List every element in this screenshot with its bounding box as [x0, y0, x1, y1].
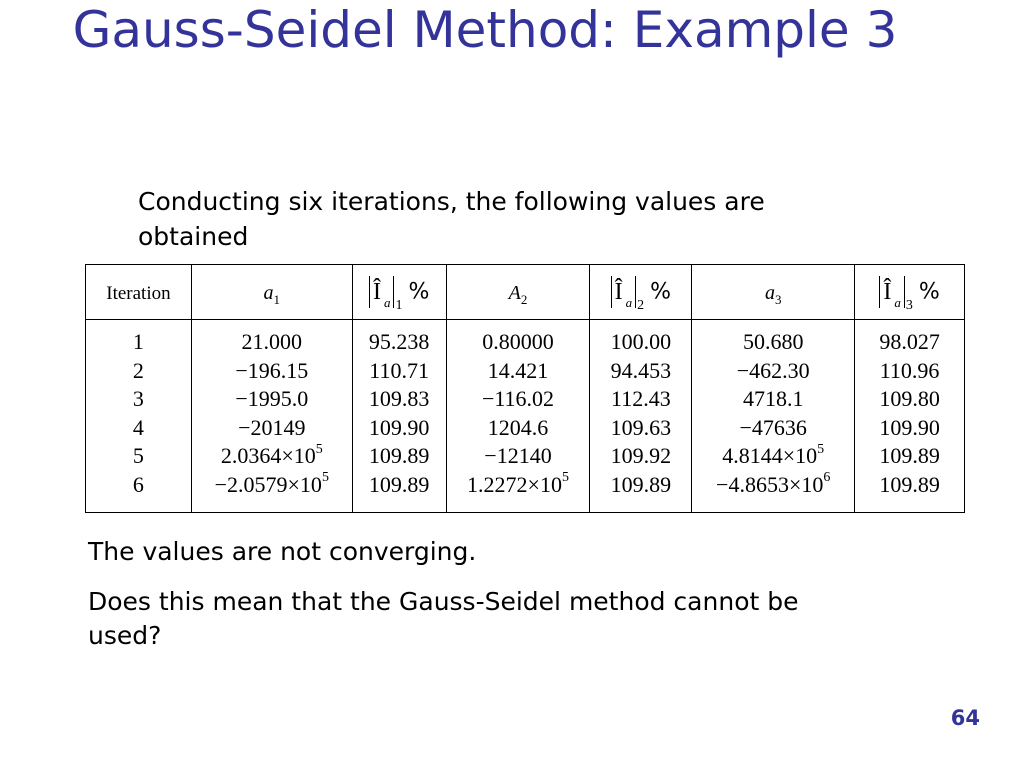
header-err1	[352, 265, 446, 320]
cell-a1-exponent: 5	[315, 441, 323, 457]
cell-a2-value: 1204.6	[487, 414, 549, 440]
cell-err2	[590, 471, 691, 500]
cell-a2	[447, 385, 590, 414]
header-err1-percent: %	[408, 279, 430, 305]
cell-err3	[855, 414, 964, 443]
cell-err1	[353, 328, 446, 357]
cell-err2-value: 109.89	[610, 471, 672, 497]
header-err2-percent: %	[650, 279, 672, 305]
cell-a1-value: −196.15	[235, 357, 309, 383]
cell-iteration	[86, 357, 191, 386]
cell-a2-value: −12140	[484, 443, 552, 468]
note-not-converging: The values are not converging.	[88, 537, 477, 566]
header-err3-sub: 3	[905, 298, 913, 314]
cell-err1	[353, 385, 446, 414]
cell-err2-value: 109.63	[610, 414, 672, 440]
cell-err1	[353, 414, 446, 443]
cell-err3-value: 109.89	[879, 443, 940, 468]
cell-err1-value: 109.89	[368, 443, 430, 468]
cell-iteration-value: 1	[132, 329, 144, 354]
cell-a2-exponent: 5	[561, 470, 569, 486]
header-err2	[590, 265, 692, 320]
cell-iteration	[86, 328, 191, 357]
cell-a1-value: −20149	[238, 414, 306, 440]
cell-err2	[590, 328, 691, 357]
cell-a3-exponent: 6	[823, 470, 831, 486]
cell-a3-value: 50.680	[742, 329, 804, 354]
cell-iteration-value: 2	[132, 357, 144, 383]
cell-a3-value: −4.8653×10	[716, 471, 824, 497]
cell-a1-exponent: 5	[321, 470, 329, 486]
header-a1	[191, 265, 352, 320]
cell-iteration	[86, 385, 191, 414]
cell-a2	[447, 414, 590, 443]
header-err3-symbol: Î	[883, 278, 892, 305]
cell-err1-value: 109.89	[368, 471, 430, 497]
cell-err1-value: 110.71	[369, 357, 429, 383]
header-err2-sub: 2	[637, 298, 645, 314]
cell-a1-value: 2.0364×10	[220, 443, 316, 468]
cell-a3	[692, 357, 854, 386]
column-a3	[692, 320, 855, 513]
cell-a3	[692, 442, 854, 471]
cell-err1-value: 109.83	[368, 386, 430, 411]
note-question: Does this mean that the Gauss-Seidel method cannot be used?	[88, 587, 799, 650]
cell-a2	[447, 471, 590, 500]
cell-a2-value: −116.02	[481, 386, 555, 411]
cell-err3	[855, 471, 964, 500]
cell-a2	[447, 357, 590, 386]
header-err1-sub: 1	[395, 298, 403, 314]
cell-err2	[590, 414, 691, 443]
cell-err2-value: 94.453	[610, 357, 672, 383]
cell-a3	[692, 471, 854, 500]
cell-err2	[590, 442, 691, 471]
slide-title: Gauss-Seidel Method: Example 3	[72, 1, 898, 59]
cell-a1	[192, 385, 352, 414]
header-err2-a: a	[625, 295, 633, 311]
cell-err3	[855, 328, 964, 357]
cell-a3-exponent: 5	[817, 441, 825, 457]
header-err2-symbol: Î	[614, 278, 623, 305]
header-iteration-label: Iteration	[106, 283, 171, 304]
header-a1-var: a	[263, 282, 274, 304]
cell-a1-value: −1995.0	[235, 386, 309, 411]
column-iteration	[86, 320, 192, 513]
column-a2	[446, 320, 590, 513]
column-err3	[855, 320, 965, 513]
cell-a2	[447, 442, 590, 471]
header-err3-percent: %	[918, 279, 940, 305]
header-err1-symbol: Î	[372, 278, 381, 305]
cell-a3-value: 4718.1	[742, 386, 804, 411]
header-a1-sub: 1	[273, 292, 281, 307]
cell-iteration	[86, 414, 191, 443]
column-a1	[191, 320, 352, 513]
cell-err3	[855, 357, 964, 386]
cell-a2-value: 14.421	[487, 357, 549, 383]
cell-iteration-value: 3	[132, 386, 144, 411]
cell-a2-value: 1.2272×10	[467, 471, 562, 497]
cell-err1	[353, 471, 446, 500]
cell-a1-value: −2.0579×10	[214, 471, 322, 497]
cell-err3-value: 98.027	[879, 329, 940, 354]
header-a3-sub: 3	[774, 292, 782, 307]
cell-a2	[447, 328, 590, 357]
intro-text: Conducting six iterations, the following values are obtained	[138, 187, 765, 251]
cell-err2	[590, 357, 691, 386]
page-number: 64	[950, 706, 980, 730]
cell-err2	[590, 385, 691, 414]
cell-err3-value: 109.80	[879, 386, 940, 411]
cell-err1	[353, 442, 446, 471]
header-iteration	[86, 265, 192, 320]
cell-err1-value: 109.90	[368, 414, 430, 440]
cell-a2-value: 0.80000	[482, 329, 554, 354]
cell-iteration-value: 4	[132, 414, 144, 440]
header-err1-a: a	[383, 295, 391, 311]
cell-iteration	[86, 471, 191, 500]
cell-iteration-value: 5	[132, 443, 144, 468]
cell-a3	[692, 328, 854, 357]
cell-a1-value: 21.000	[241, 329, 303, 354]
cell-err1-value: 95.238	[368, 329, 430, 354]
header-a3-var: a	[764, 282, 775, 304]
cell-err3	[855, 385, 964, 414]
cell-err3-value: 110.96	[879, 357, 940, 383]
cell-iteration-value: 6	[132, 471, 144, 497]
column-err1	[352, 320, 446, 513]
cell-iteration	[86, 442, 191, 471]
cell-a3	[692, 414, 854, 443]
cell-err2-value: 112.43	[611, 386, 671, 411]
cell-a1	[192, 442, 352, 471]
cell-a3	[692, 385, 854, 414]
cell-err3-value: 109.89	[879, 471, 940, 497]
cell-a1	[192, 414, 352, 443]
cell-err3-value: 109.90	[879, 414, 940, 440]
cell-err2-value: 109.92	[610, 443, 672, 468]
column-err2	[590, 320, 692, 513]
cell-a1	[192, 357, 352, 386]
cell-err2-value: 100.00	[610, 329, 672, 354]
iteration-table	[85, 264, 965, 513]
header-a2	[446, 265, 590, 320]
cell-a1	[192, 471, 352, 500]
header-err3	[855, 265, 965, 320]
header-err3-a: a	[894, 295, 901, 311]
table-header-row	[86, 265, 965, 320]
header-a2-sub: 2	[520, 292, 528, 307]
cell-err1	[353, 357, 446, 386]
header-a3	[692, 265, 855, 320]
cell-a3-value: −462.30	[736, 357, 810, 383]
header-a2-var: A	[508, 282, 521, 304]
cell-err3	[855, 442, 964, 471]
table-body-row	[86, 320, 965, 513]
cell-a3-value: −47636	[739, 414, 807, 440]
cell-a1	[192, 328, 352, 357]
cell-a3-value: 4.8144×10	[722, 443, 818, 468]
